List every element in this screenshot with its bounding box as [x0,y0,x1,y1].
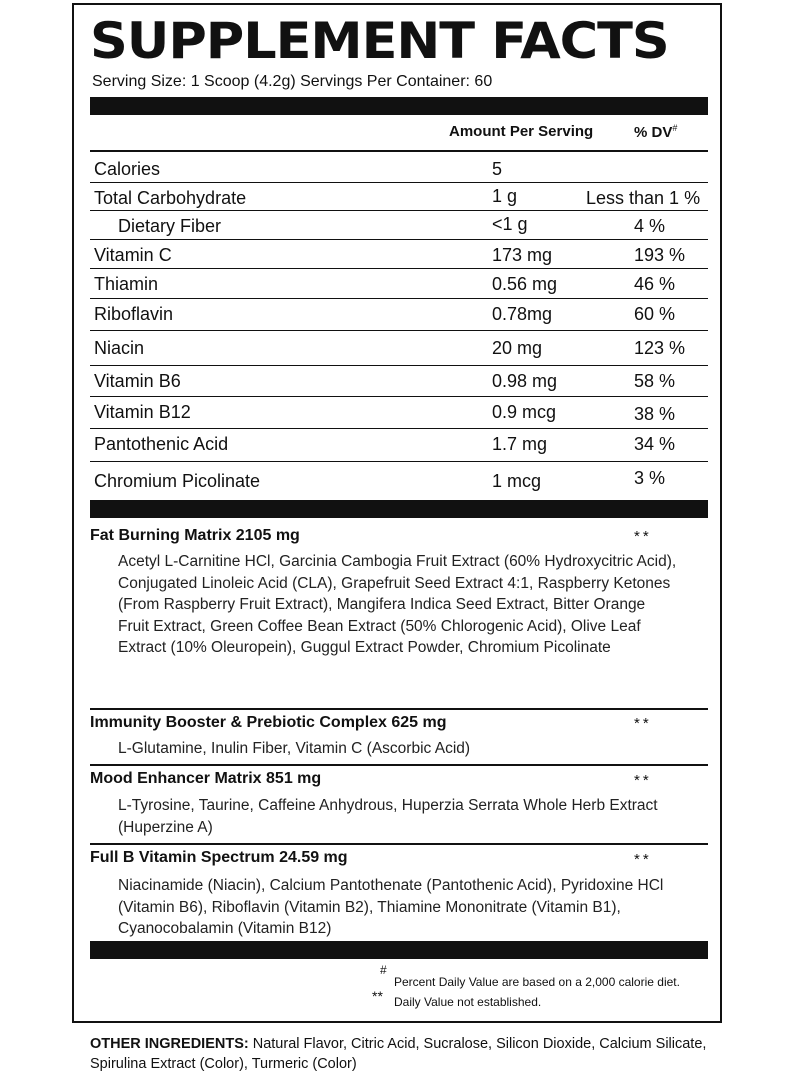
blend-divider [90,708,708,710]
footnote-dv-text: Percent Daily Value are based on a 2,000 calorie diet. [394,975,680,989]
thick-divider-top [90,97,708,115]
row-name: Dietary Fiber [118,216,222,236]
row-name: Chromium Picolinate [94,471,261,491]
panel-title: SUPPLEMENT FACTS [90,12,669,70]
row-dv: 38 % [634,404,676,424]
blend-title-immunity: Immunity Booster & Prebiotic Complex 625 mg [90,714,447,731]
row-name: Vitamin C [94,245,172,265]
amount-per-serving-header: Amount Per Serving [449,123,594,140]
row-amount: 0.56 mg [492,274,558,294]
row-dv: 46 % [634,274,676,294]
blend-ingredients-mood: L-Tyrosine, Taurine, Caffeine Anhydrous, Huperzia Serrata Whole Herb Extract (Huperzine A) [118,797,658,836]
blend-dv-fat-burning: ** [634,528,652,545]
row-amount: 0.9 mcg [492,402,557,422]
row-divider [90,461,708,462]
row-amount: 5 [492,159,503,179]
blend-divider [90,843,708,845]
row-dv: 3 % [634,468,666,488]
serving-info: Serving Size: 1 Scoop (4.2g) Servings Per Container: 60 [92,73,493,90]
blend-ingredients-immunity: L-Glutamine, Inulin Fiber, Vitamin C (Ascorbic Acid) [118,740,471,757]
other-ingredients-label: OTHER INGREDIENTS: [90,1036,249,1052]
row-name: Calories [94,159,161,179]
row-dv: Less than 1 % [586,188,701,208]
supplement-facts-panel [72,3,722,1023]
blend-ingredients-fat-burning: Acetyl L-Carnitine HCl, Garcinia Cambogia Fruit Extract (60% Hydroxycitric Acid), Conjugated Linoleic Acid (CLA), Grapefruit Seed Extract 4:1, Raspberry Ketones (From Raspberry Fruit Extract), Mangifera Indica Seed Extract, Bitter Orange Fruit Extract, Green Coffee Bean Extract (50% Chlorogenic Acid), Olive Leaf Extract (10% Oleuropein), Guggul Extract Powder, Chromium Picolinate [118,553,677,656]
row-divider [90,365,708,366]
row-divider [90,182,708,183]
header-divider [90,150,708,152]
row-dv: 193 % [634,245,686,265]
thick-divider-bottom [90,941,708,959]
thick-divider-middle [90,500,708,518]
blend-dv-b-vitamin: ** [634,851,652,868]
row-dv: 58 % [634,371,676,391]
row-divider [90,298,708,299]
row-amount: 20 mg [492,338,543,358]
blend-title-b-vitamin: Full B Vitamin Spectrum 24.59 mg [90,849,348,866]
other-ingredients-text: Natural Flavor, Citric Acid, Sucralose, Silicon Dioxide, Calcium Silicate, Spirulina Extract (Color), Turmeric (Color) [90,1036,707,1072]
row-dv: 4 % [634,216,666,236]
row-amount: 1 mcg [492,471,542,491]
row-dv: 123 % [634,338,686,358]
row-dv: 60 % [634,304,676,324]
row-amount: <1 g [492,214,528,234]
blend-title-mood: Mood Enhancer Matrix 851 mg [90,770,322,787]
dv-header: % DV# [634,123,678,141]
row-divider [90,239,708,240]
footnote-nd-text: Daily Value not established. [394,995,542,1009]
row-amount: 0.78mg [492,304,553,324]
row-name: Riboflavin [94,304,174,324]
blend-dv-mood: ** [634,772,652,789]
row-amount: 1.7 mg [492,434,548,454]
blend-divider [90,764,708,766]
other-ingredients [90,1034,730,1074]
row-divider [90,330,708,331]
row-name: Pantothenic Acid [94,434,229,454]
blend-dv-immunity: ** [634,715,652,732]
row-amount: 173 mg [492,245,553,265]
row-amount: 0.98 mg [492,371,558,391]
row-dv: 34 % [634,434,676,454]
row-name: Niacin [94,338,145,358]
row-name: Thiamin [94,274,159,294]
dv-header-mark: # [672,123,678,133]
row-amount: 1 g [492,186,518,206]
footnote-dv-mark: # [380,963,387,977]
blend-title-fat-burning: Fat Burning Matrix 2105 mg [90,527,300,544]
blend-ingredients-b-vitamin: Niacinamide (Niacin), Calcium Pantothenate (Pantothenic Acid), Pyridoxine HCl (Vitamin B6), Riboflavin (Vitamin B2), Thiamine Mononitrate (Vitamin B1), Cyanocobalamin (Vitamin B12) [118,877,664,937]
row-divider [90,268,708,269]
row-divider [90,428,708,429]
row-name: Total Carbohydrate [94,188,247,208]
footnote-nd-mark: ** [372,988,383,1004]
row-divider [90,210,708,211]
row-divider [90,396,708,397]
row-name: Vitamin B12 [94,402,191,422]
row-name: Vitamin B6 [94,371,181,391]
